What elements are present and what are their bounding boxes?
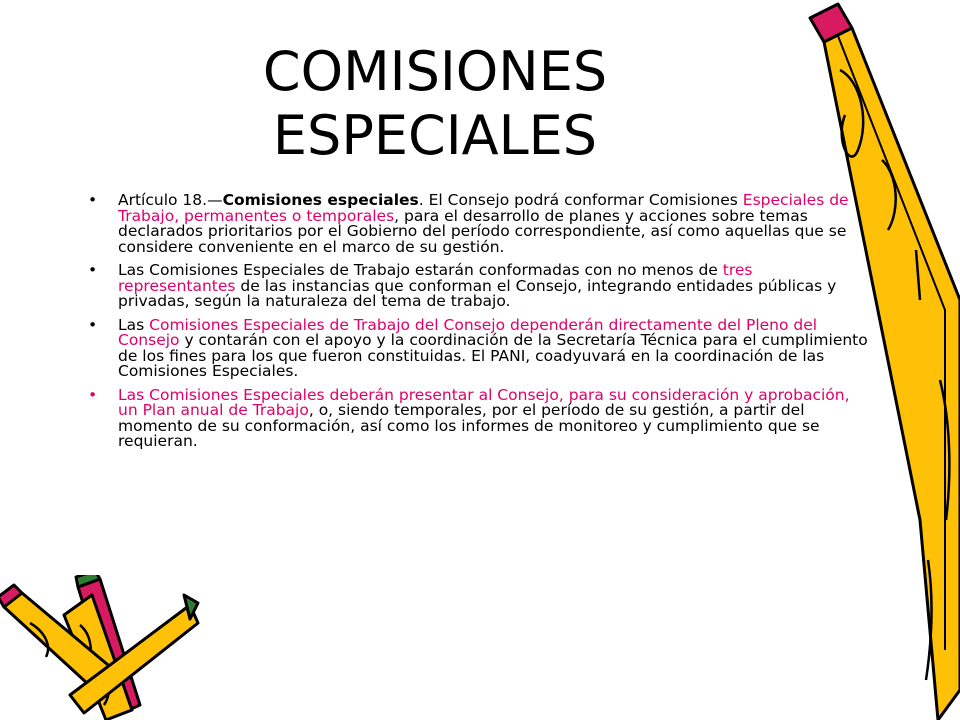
list-item — [88, 193, 870, 255]
bullet-1-part-2: Comisiones especiales — [222, 191, 419, 209]
title-line-1: COMISIONES — [262, 40, 608, 103]
bullet-1-part-1: Artículo 18.— — [118, 191, 223, 209]
list-item — [88, 263, 870, 310]
bullet-3-part-3: y contarán con el apoyo y la coordinación de la Secretaría Técnica para el cumplimiento de los fines para los que fueron constituidas. El PANI, coadyuvará en la coordinación de las Comisiones Especiales. — [118, 331, 868, 380]
bullet-1-part-5: , para el desarrollo de planes y acciones sobre temas declarados prioritarios por el Gobierno del período correspondiente, así como aquellas que se considere conveniente en el marco de su gestión. — [118, 206, 847, 256]
bullet-icon: • — [88, 385, 98, 404]
bullet-2-highlight: tres representantes — [118, 261, 753, 295]
bullet-icon: • — [88, 261, 98, 279]
bullet-4-part-2: , o, siendo temporales, por el período de su gestión, a partir del momento de su conformación, así como los informes de monitoreo y cumplimiento que se requieran. — [118, 401, 820, 450]
list-item — [88, 315, 870, 380]
bullet-2-part-1: Las Comisiones Especiales de Trabajo estarán conformadas con no menos de — [118, 261, 723, 279]
pencil-icon — [800, 0, 960, 720]
pencils-icon — [0, 575, 200, 720]
bullet-1-highlight: Especiales de Trabajo, permanentes o temporales — [118, 191, 849, 225]
bullet-3-part-1: Las — [118, 315, 150, 334]
bullet-2-part-3: de las instancias que conforman el Consejo, integrando entidades públicas y privadas, según la naturaleza del tema de trabajo. — [118, 276, 837, 310]
bullet-icon: • — [88, 315, 98, 334]
slide-title — [150, 40, 720, 168]
bullet-icon: • — [88, 191, 98, 209]
bullet-4-highlight: Las Comisiones Especiales deberán presentar al Consejo, para su consideración y aprobación, un Plan anual de Trabajo — [118, 385, 850, 419]
title-line-2: ESPECIALES — [272, 104, 598, 167]
bullet-1-part-3: . El Consejo podrá conformar Comisiones — [418, 191, 743, 209]
bullet-3-highlight: Comisiones Especiales de Trabajo del Consejo dependerán directamente del Pleno del Consejo — [118, 315, 818, 349]
bullet-list — [88, 193, 870, 458]
list-item — [88, 385, 870, 450]
